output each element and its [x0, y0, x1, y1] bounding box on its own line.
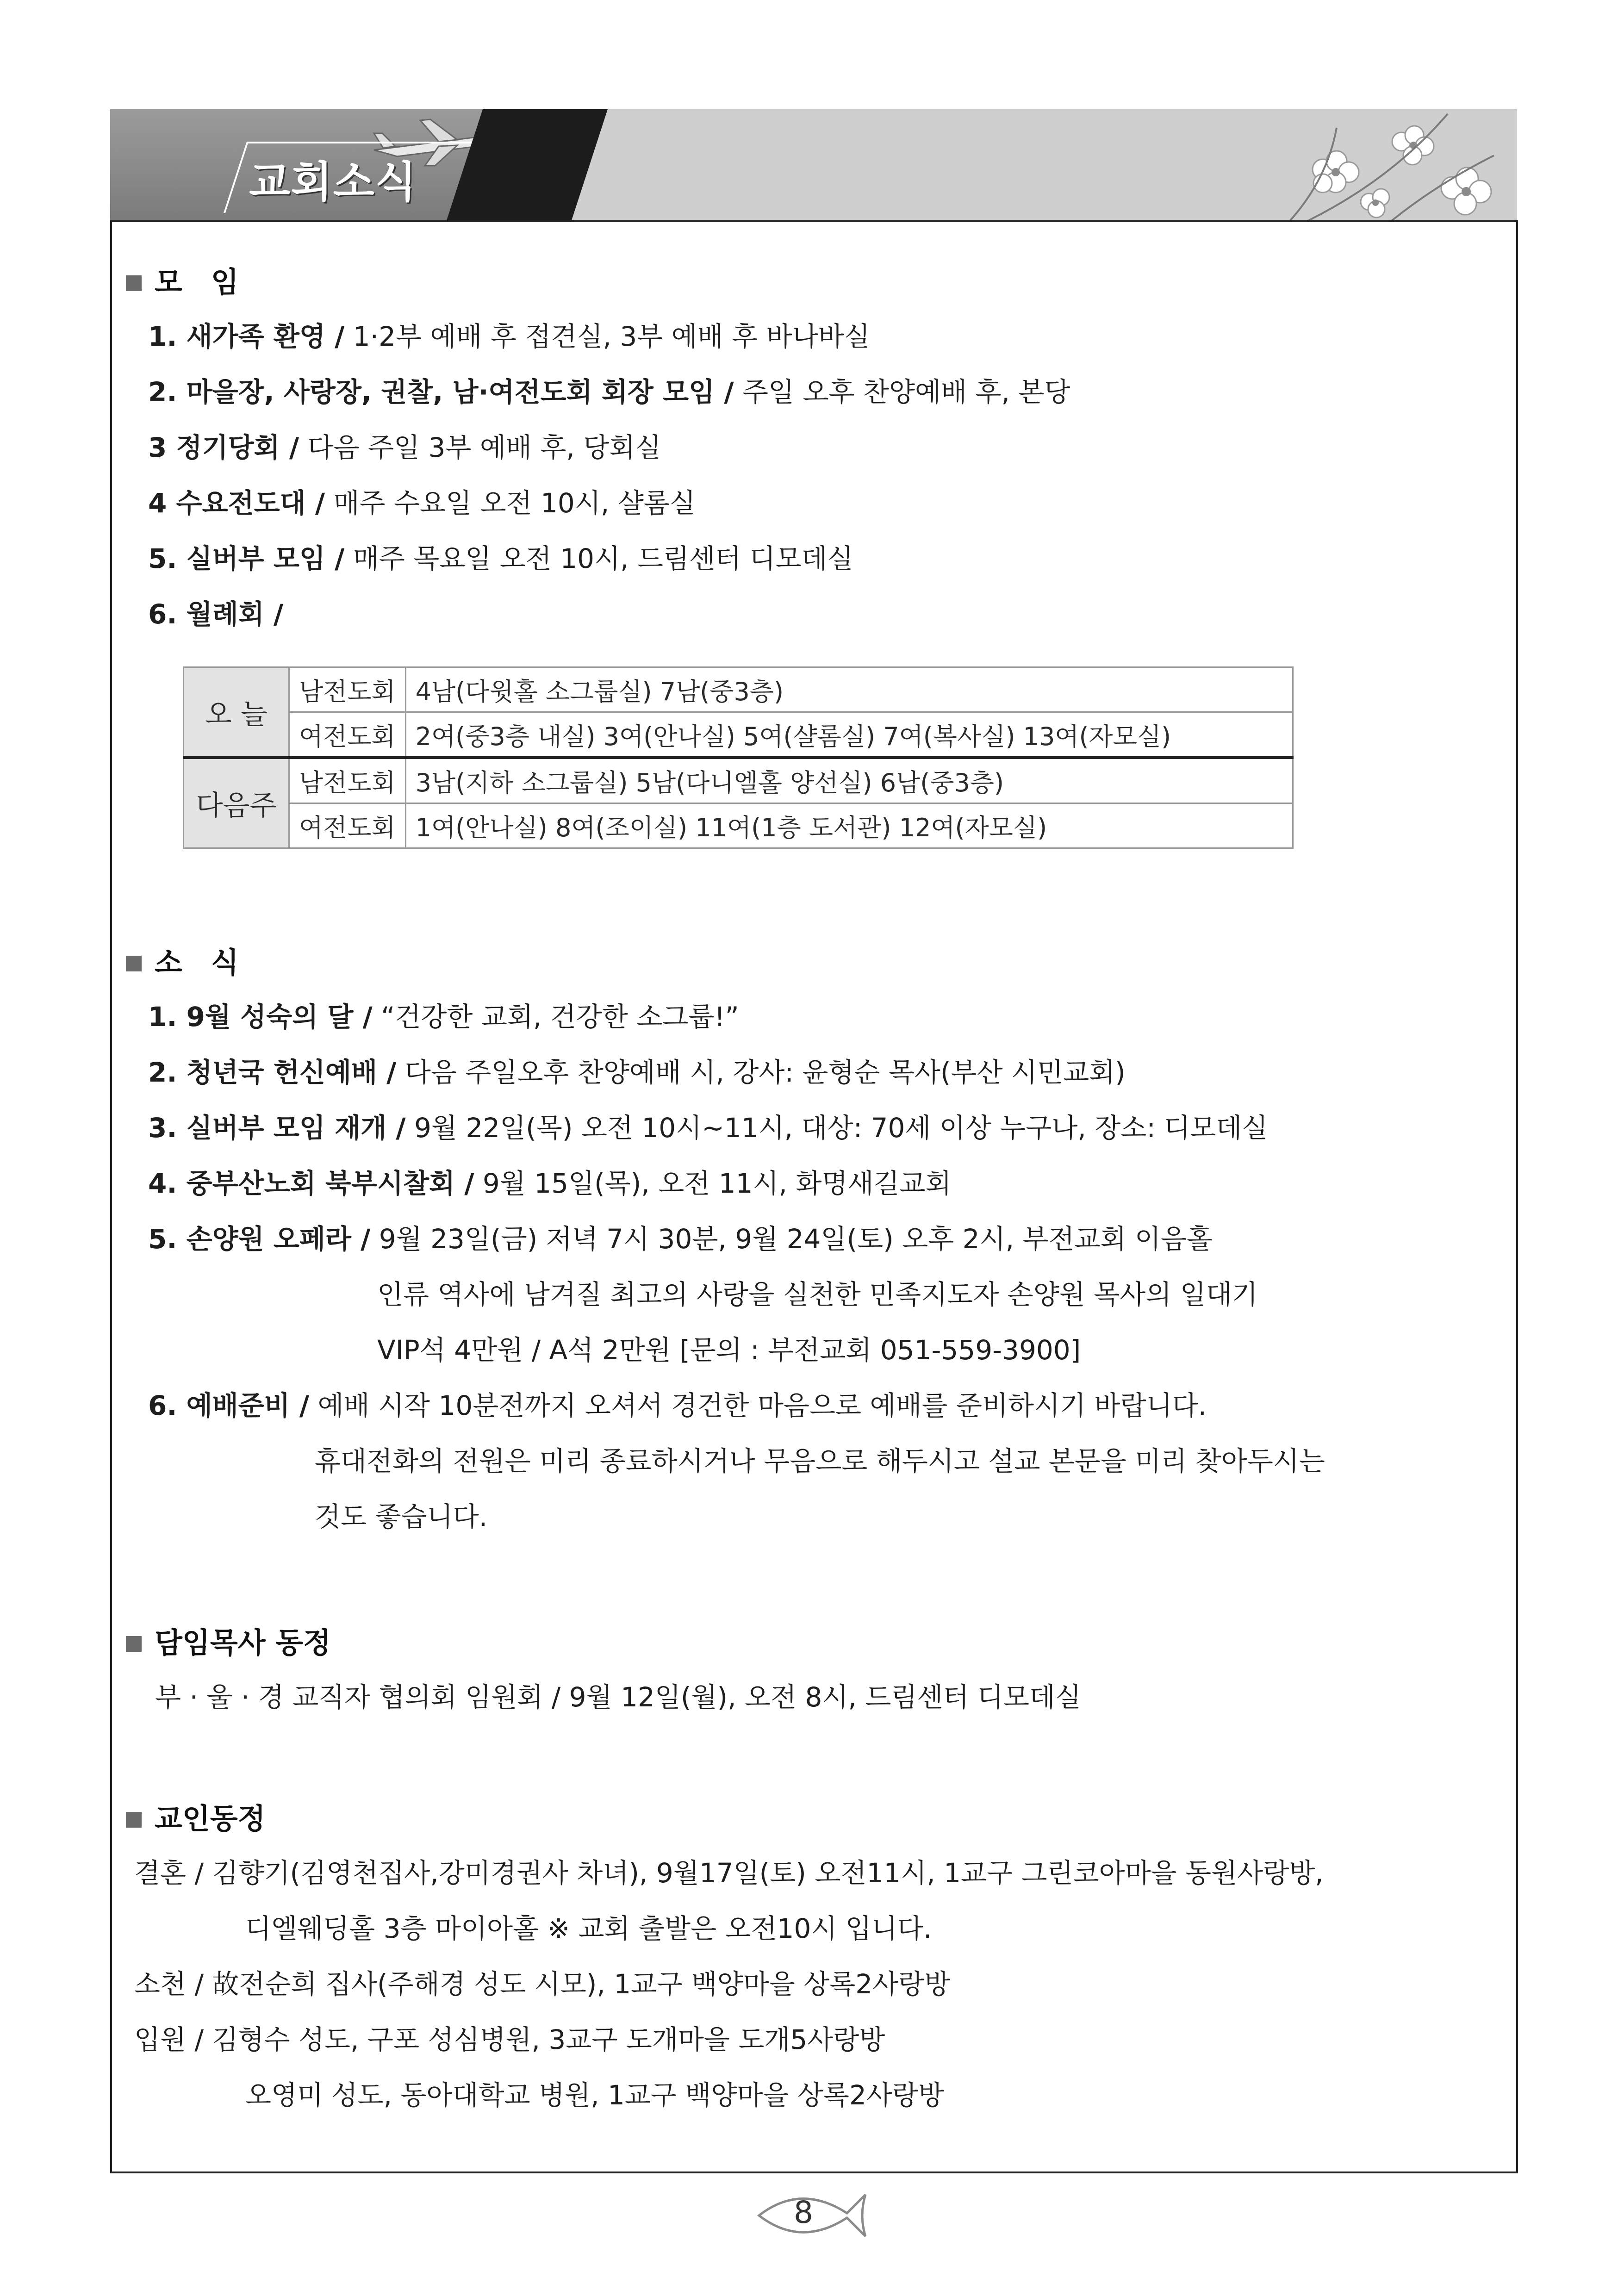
section-header-banner: [110, 109, 1517, 220]
item-text: 인류 역사에 남겨질 최고의 사랑을 실천한 민족지도자 손양원 목사의 일대기: [377, 1279, 1258, 1310]
list-item-continuation: [377, 1328, 1081, 1367]
item-text: 1·2부 예배 후 접견실, 3부 예배 후 바나바실: [344, 321, 870, 352]
list-item: [148, 481, 696, 520]
item-text: 9월 15일(목), 오전 11시, 화명새길교회: [474, 1168, 952, 1199]
rooms-cell: 2여(중3층 내실) 3여(안나실) 5여(샬롬실) 7여(복사실) 13여(자모실): [405, 712, 1293, 758]
square-bullet-icon: [126, 956, 142, 971]
item-text: 매주 목요일 오전 10시, 드림센터 디모데실: [344, 543, 853, 574]
section-title-meetings: [126, 259, 239, 300]
item-text: “건강한 교회, 건강한 소그룹!”: [372, 1001, 739, 1033]
table-row: [184, 712, 1293, 758]
item-text: 다음 주일오후 찬양예배 시, 강사: 윤형순 목사(부산 시민교회): [396, 1057, 1126, 1088]
page-number-badge: [750, 2181, 870, 2250]
item-text: 예배 시작 10분전까지 오셔서 경건한 마음으로 예배를 준비하시기 바랍니다.: [309, 1390, 1207, 1421]
list-item: [148, 1217, 1213, 1256]
list-item: [148, 426, 661, 465]
group-cell: 여전도회: [289, 712, 406, 758]
member-news-line: 결혼 / 김향기(김영천집사,강미경권사 차녀), 9월17일(토) 오전11시, 1교구 그린코아마을 동원사랑방,: [134, 1857, 1324, 1889]
table-row: [184, 803, 1293, 848]
section-title-text: 담임목사 동정: [155, 1626, 331, 1660]
item-label: 2. 마을장, 사랑장, 권찰, 남·여전도회 회장 모임 /: [148, 376, 734, 408]
list-item: [148, 1051, 1126, 1089]
item-label: 2. 청년국 헌신예배 /: [148, 1057, 397, 1088]
item-text: 주일 오후 찬양예배 후, 본당: [734, 376, 1070, 408]
list-item-continuation: [315, 1439, 1325, 1478]
list-item: [148, 537, 853, 576]
item-label: 1. 새가족 환영 /: [148, 321, 345, 352]
list-item-continuation: [377, 1273, 1258, 1312]
meeting-room-table: [183, 666, 1294, 849]
member-news-line: 입원 / 김형수 성도, 구포 성심병원, 3교구 도개마을 도개5사랑방: [134, 2024, 885, 2055]
list-item: [148, 995, 739, 1034]
item-text: 9월 23일(금) 저녁 7시 30분, 9월 24일(토) 오후 2시, 부전교회 이음홀: [370, 1223, 1213, 1255]
section-title-pastor: [126, 1620, 331, 1661]
table-row: [184, 758, 1293, 803]
item-label: 6. 예배준비 /: [148, 1390, 310, 1421]
section-title-members: [126, 1796, 266, 1837]
member-news-line: 디엘웨딩홀 3층 마이아홀 ※ 교회 출발은 오전10시 입니다.: [245, 1913, 932, 1944]
item-text: 9월 22일(목) 오전 10시~11시, 대상: 70세 이상 누구나, 장소: 디모데실: [405, 1112, 1268, 1144]
rooms-cell: 1여(안나실) 8여(조이실) 11여(1층 도서관) 12여(자모실): [405, 803, 1293, 848]
section-title-text: 소 식: [155, 946, 239, 979]
list-item: [148, 370, 1070, 409]
member-news-line: 오영미 성도, 동아대학교 병원, 1교구 백양마을 상록2사랑방: [245, 2079, 944, 2111]
flowers-decoration: [1253, 109, 1512, 220]
item-label: 1. 9월 성숙의 달 /: [148, 1001, 373, 1033]
section-title-text: 모 임: [155, 265, 239, 299]
list-item-continuation: [315, 1495, 487, 1534]
item-label: 3 정기당회 /: [148, 432, 299, 463]
item-label: 3. 실버부 모임 재개 /: [148, 1112, 406, 1144]
list-item: [148, 592, 283, 631]
page-number: 8: [794, 2195, 813, 2230]
list-item: [148, 1106, 1268, 1145]
list-item: [148, 1384, 1207, 1423]
table-row: [184, 667, 1293, 712]
group-cell: 여전도회: [289, 803, 406, 848]
section-title-news: [126, 940, 239, 981]
rooms-cell: 3남(지하 소그룹실) 5남(다니엘홀 양선실) 6남(중3층): [405, 758, 1293, 803]
item-text: 것도 좋습니다.: [315, 1501, 488, 1532]
day-cell-next-week: 다음주: [184, 758, 289, 848]
item-label: 4. 중부산노회 북부시찰회 /: [148, 1168, 474, 1199]
item-text: 휴대전화의 전원은 미리 종료하시거나 무음으로 해두시고 설교 본문을 미리 찾아두시는: [315, 1445, 1325, 1477]
list-item: [148, 315, 870, 354]
group-cell: 남전도회: [289, 667, 406, 712]
section-title-text: 교인동정: [155, 1802, 266, 1836]
group-cell: 남전도회: [289, 758, 406, 803]
item-label: 4 수요전도대 /: [148, 487, 325, 519]
member-news-line: 소천 / 故전순희 집사(주해경 성도 시모), 1교구 백양마을 상록2사랑방: [134, 1968, 951, 2000]
list-item: [148, 1162, 952, 1201]
pastor-schedule: 부 · 울 · 경 교직자 협의회 임원회 / 9월 12일(월), 오전 8시, 드림센터 디모데실: [155, 1681, 1081, 1713]
day-cell-today: 오 늘: [184, 667, 289, 758]
item-text: 매주 수요일 오전 10시, 샬롬실: [325, 487, 696, 519]
rooms-cell: 4남(다윗홀 소그룹실) 7남(중3층): [405, 667, 1293, 712]
square-bullet-icon: [126, 275, 142, 291]
item-text: 다음 주일 3부 예배 후, 당회실: [299, 432, 661, 463]
item-text: VIP석 4만원 / A석 2만원 [문의 : 부전교회 051-559-3900]: [377, 1334, 1081, 1366]
page-title: 교회소식: [249, 157, 417, 207]
item-label: 5. 실버부 모임 /: [148, 543, 345, 574]
item-label: 6. 월례회 /: [148, 598, 284, 630]
square-bullet-icon: [126, 1812, 142, 1828]
square-bullet-icon: [126, 1636, 142, 1652]
item-label: 5. 손양원 오페라 /: [148, 1223, 371, 1255]
